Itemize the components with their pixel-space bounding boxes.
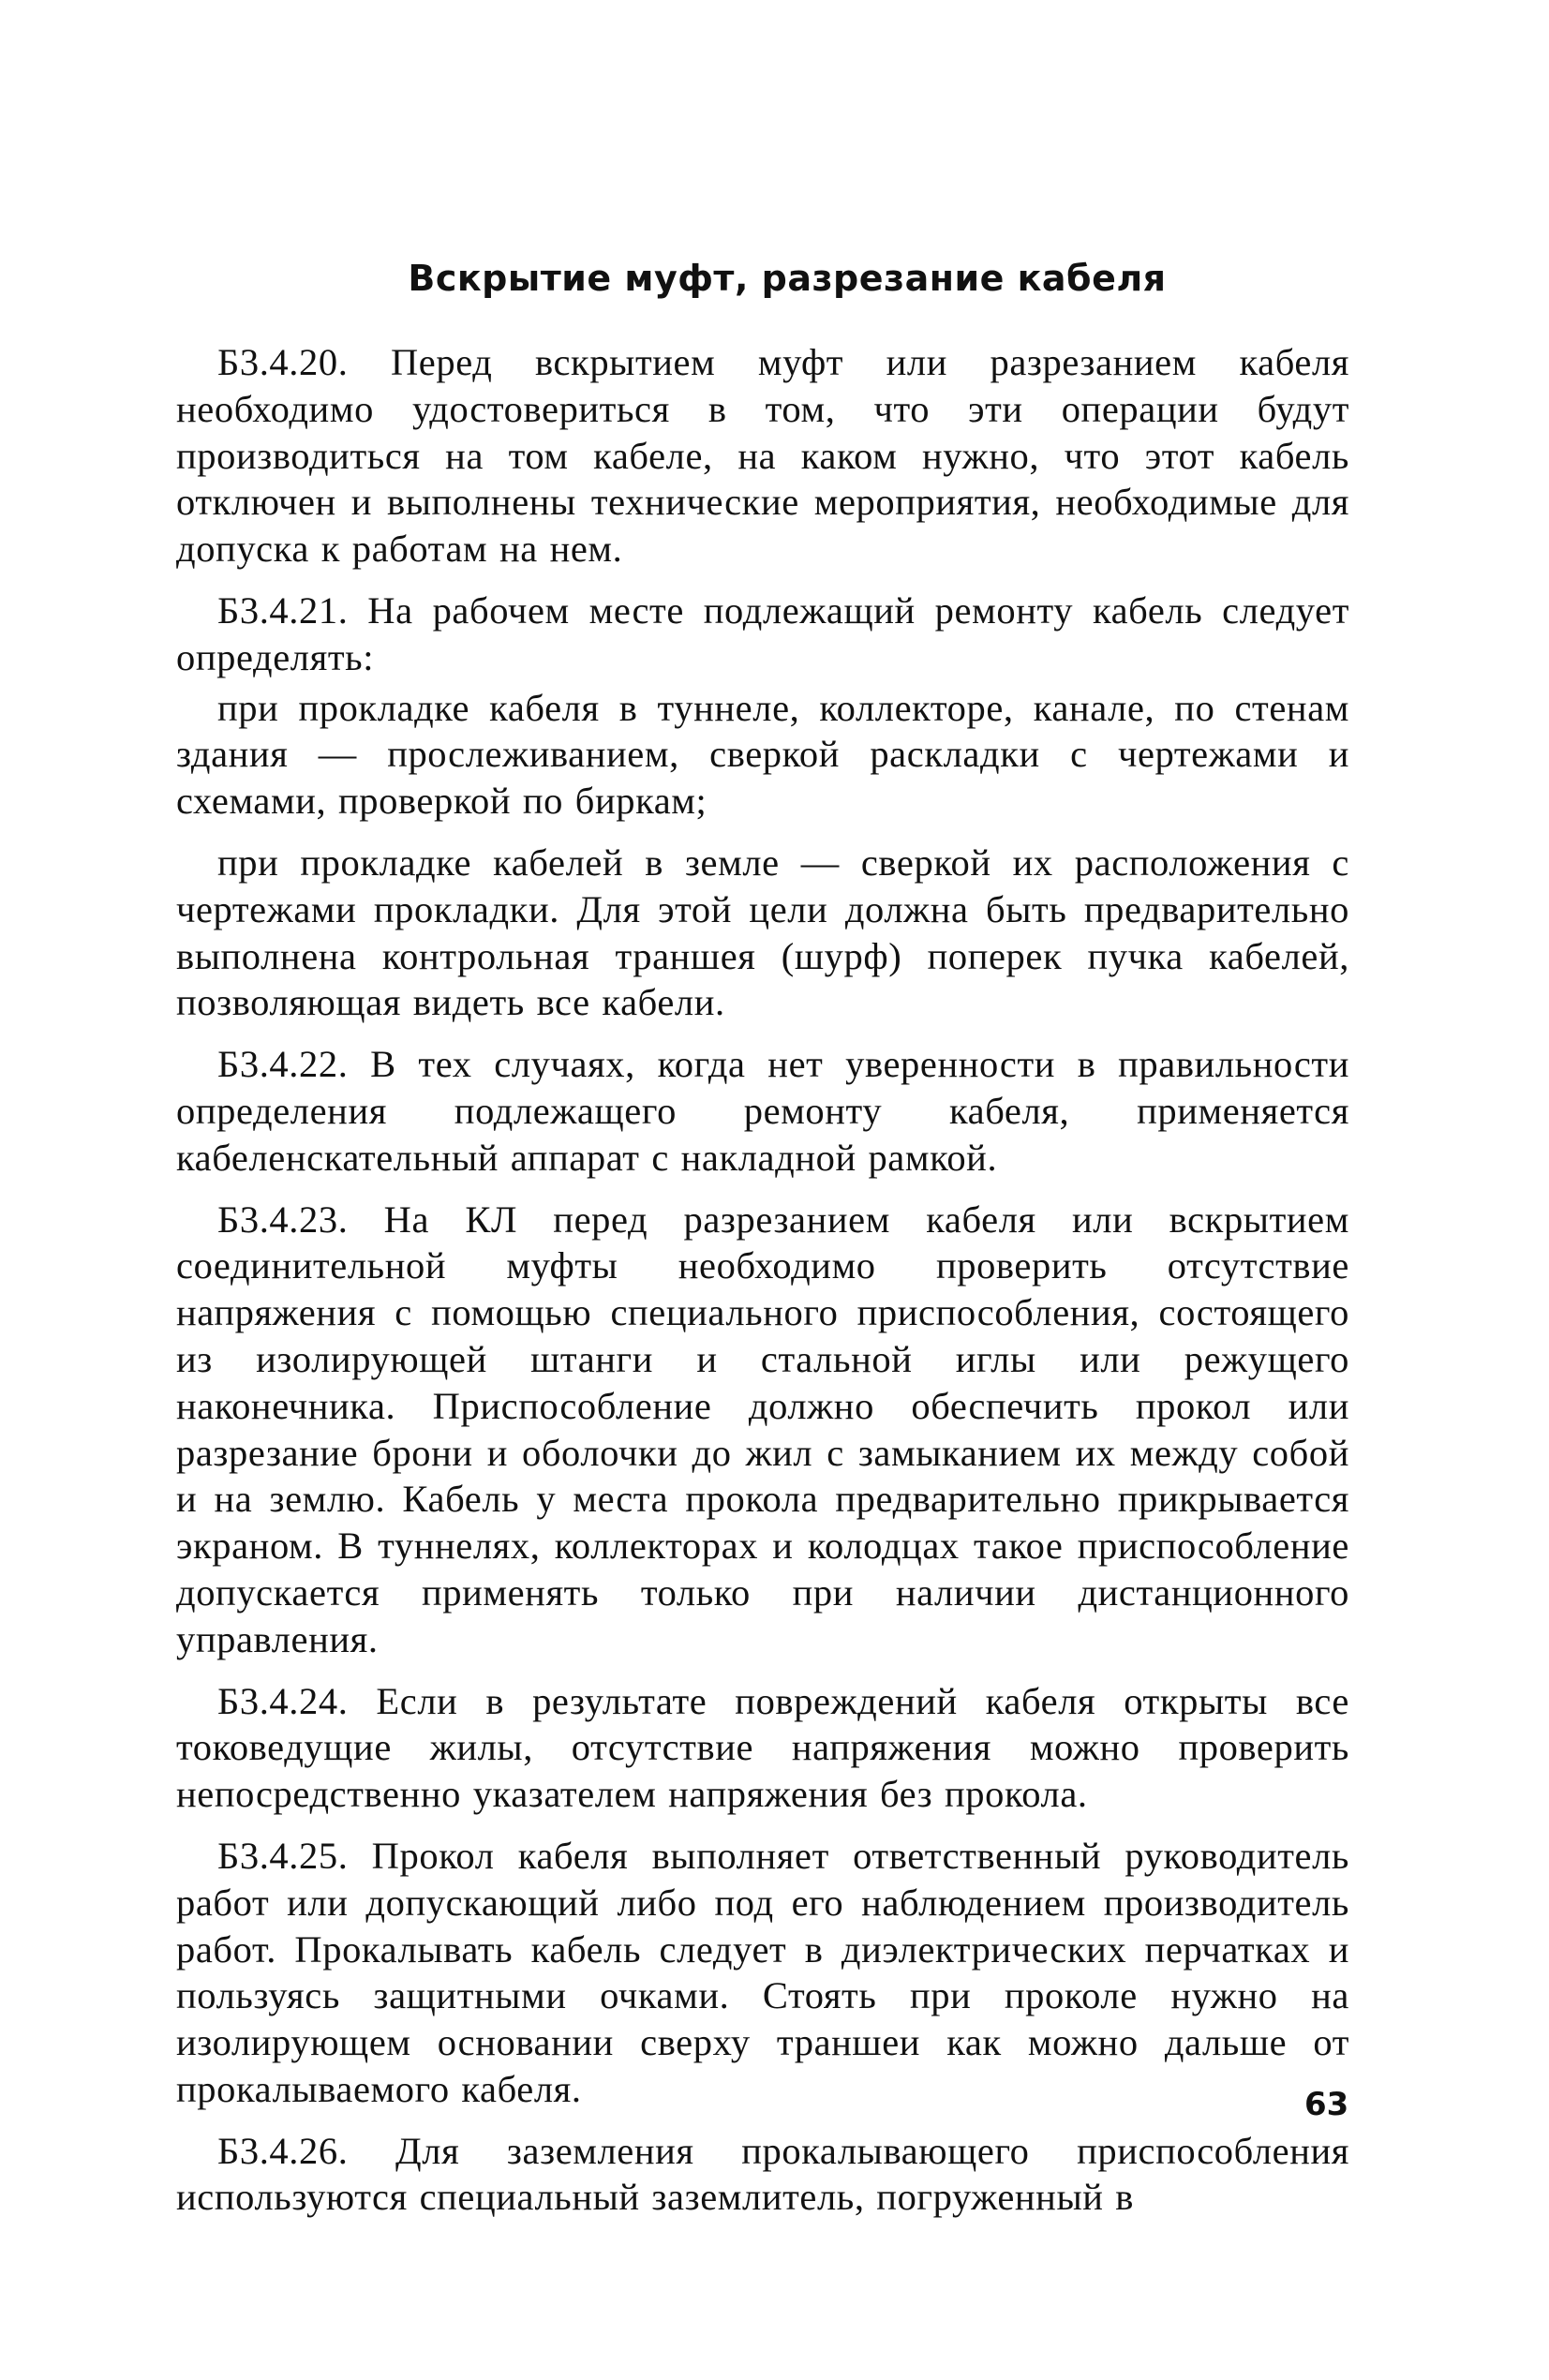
paragraph-b3-4-22: Б3.4.22. В тех случаях, когда нет уверенности в правильности определения подлежащего ремонту кабеля, применяется кабеленскательный аппарат с накладной рамкой. — [176, 1043, 1349, 1179]
paragraph-b3-4-21: Б3.4.21. На рабочем месте подлежащий ремонту кабель следует определять: — [176, 588, 1349, 678]
section-title: Вскрытие муфт, разрезание кабеля — [408, 258, 1167, 299]
paragraph-b3-4-23: Б3.4.23. На КЛ перед разрезанием кабеля или вскрытием соединительной муфты необходимо проверить отсутствие напряжения с помощью специального приспособления, состоящего из изолирующей штанги и стальной иглы или режущего наконечника. Приспособление должно обеспечить прокол или разрезание брони и оболочки до жил с замыканием их между собой и на землю. Кабель у места прокола предварительно прикрывается экраном. В туннелях, коллекторах и колодцах такое приспособление допускается применять только при наличии дистанционного управления. — [176, 1197, 1349, 1660]
paragraph-b3-4-26: Б3.4.26. Для заземления прокалывающего приспособления используются специальный заземлитель, погруженный в — [176, 2129, 1349, 2219]
paragraph-b3-4-20: Б3.4.20. Перед вскрытием муфт или разрезанием кабеля необходимо удостовериться в том, что эти операции будут производиться на том кабеле, на каком нужно, что этот кабель отключен и выполнены технические мероприятия, необходимые для допуска к работам на нем. — [176, 341, 1349, 571]
paragraph-b3-4-25: Б3.4.25. Прокол кабеля выполняет ответственный руководитель работ или допускающий либо под его наблюдением производитель работ. Прокалывать кабель следует в диэлектрических перчатках и пользуясь защитными очками. Стоять при проколе нужно на изолирующем основании сверху траншеи как можно дальше от прокалываемого кабеля. — [176, 1834, 1349, 2110]
paragraph-b3-4-24: Б3.4.24. Если в результате повреждений кабеля открыты все токоведущие жилы, отсутствие напряжения можно проверить непосредственно указателем напряжения без прокола. — [176, 1679, 1349, 1816]
paragraph-ground-laying: при прокладке кабелей в земле — сверкой их расположения с чертежами прокладки. Для этой цели должна быть предварительно выполнена контрольная траншея (шурф) поперек пучка кабелей, позволяющая видеть все кабели. — [176, 840, 1349, 1024]
document-page — [176, 253, 1349, 2236]
paragraph-tunnel-laying: при прокладке кабеля в туннеле, коллекторе, канале, по стенам здания — прослеживанием, сверкой раскладки с чертежами и схемами, проверкой по биркам; — [176, 686, 1349, 823]
page-number: 63 — [1304, 2086, 1349, 2123]
